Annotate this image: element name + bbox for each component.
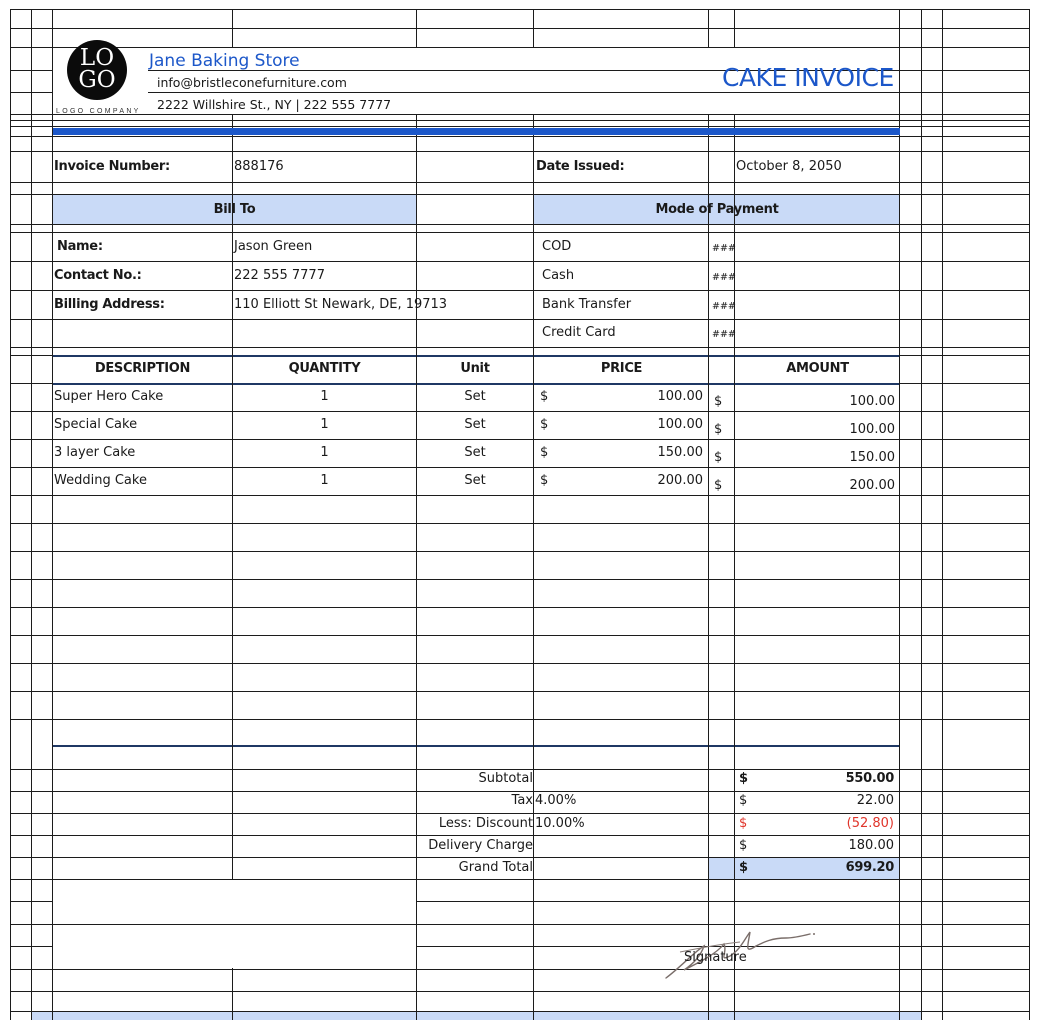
table-rule: [53, 745, 900, 747]
grid-column-line: [1029, 9, 1030, 1020]
discount-label: Less: Discount: [438, 816, 533, 831]
name-label: Name:: [57, 239, 103, 254]
grid-row-line: [10, 9, 1030, 10]
item-price-currency: $: [540, 417, 549, 432]
footer-fill: [32, 1012, 922, 1020]
grid-row-line: [10, 411, 1030, 412]
grand-total-value[interactable]: 699.20: [845, 860, 894, 875]
item-unit[interactable]: Set: [464, 417, 486, 432]
notes-line: [53, 924, 416, 925]
grid-row-line: [10, 813, 1030, 814]
logo-caption: LOGO COMPANY: [56, 108, 141, 115]
grid-row-line: [10, 579, 1030, 580]
grid-row-line: [10, 467, 1030, 468]
payment-heading: Mode of Payment: [655, 202, 779, 217]
grid-row-line: [10, 523, 1030, 524]
payment-method-label: Bank Transfer: [542, 297, 632, 312]
grid-column-line: [899, 9, 900, 1020]
grid-row-line: [10, 691, 1030, 692]
invoice-number-value[interactable]: 888176: [234, 159, 284, 174]
grid-row-line: [10, 290, 1030, 291]
billing-address-label: Billing Address:: [54, 297, 165, 312]
grand-total-currency: $: [739, 860, 748, 875]
item-amount[interactable]: 200.00: [849, 478, 895, 493]
payment-method-label: COD: [542, 239, 572, 254]
grid-row-line: [10, 261, 1030, 262]
grid-column-line: [533, 9, 534, 1020]
item-price[interactable]: 200.00: [657, 473, 703, 488]
item-unit[interactable]: Set: [464, 473, 486, 488]
logo-icon: [67, 40, 127, 100]
payment-method-mark[interactable]: ###: [712, 243, 736, 254]
store-name: Jane Baking Store: [149, 51, 300, 71]
grid-column-line: [921, 9, 922, 1020]
grid-row-line: [10, 151, 1030, 152]
item-price-currency: $: [540, 473, 549, 488]
item-description[interactable]: Super Hero Cake: [54, 389, 164, 404]
item-amount[interactable]: 100.00: [849, 422, 895, 437]
item-description[interactable]: 3 layer Cake: [54, 445, 136, 460]
tax-currency: $: [739, 793, 748, 808]
signature-label: Signature: [684, 950, 747, 965]
column-header-price: PRICE: [600, 361, 643, 376]
grid-row-line: [10, 232, 1030, 233]
item-unit[interactable]: Set: [464, 389, 486, 404]
date-issued-value[interactable]: October 8, 2050: [736, 159, 842, 174]
item-price[interactable]: 100.00: [657, 417, 703, 432]
payment-method-mark[interactable]: ###: [712, 301, 736, 312]
item-amount[interactable]: 100.00: [849, 394, 895, 409]
grid-column-line: [232, 9, 233, 1020]
date-issued-label: Date Issued:: [536, 159, 625, 174]
grid-row-line: [10, 607, 1030, 608]
delivery-label: Delivery Charge: [428, 838, 533, 853]
grid-row-line: [10, 663, 1030, 664]
item-amount-currency: $: [714, 478, 723, 493]
discount-rate[interactable]: 10.00%: [535, 816, 585, 831]
delivery-currency: $: [739, 838, 748, 853]
grid-column-line: [942, 9, 943, 1020]
store-email[interactable]: info@bristleconefurniture.com: [157, 75, 347, 90]
grid-row-line: [10, 1011, 1030, 1012]
grid-column-line: [708, 9, 709, 1020]
grid-row-line: [10, 224, 1030, 225]
grid-row-line: [10, 969, 1030, 970]
grid-row-line: [10, 182, 1030, 183]
item-price[interactable]: 150.00: [657, 445, 703, 460]
billing-address-value[interactable]: 110 Elliott St Newark, DE, 19713: [234, 297, 448, 312]
delivery-value[interactable]: 180.00: [848, 838, 894, 853]
item-quantity[interactable]: 1: [320, 389, 329, 404]
logo-line-1: LO: [79, 45, 115, 71]
column-header-unit: Unit: [460, 361, 490, 376]
item-price-currency: $: [540, 389, 549, 404]
bill-to-heading: Bill To: [213, 202, 256, 217]
contact-value[interactable]: 222 555 7777: [234, 268, 325, 283]
logo-line-2: GO: [78, 67, 116, 93]
column-header-quantity: QUANTITY: [288, 361, 361, 376]
payment-method-label: Credit Card: [542, 325, 616, 340]
grid-row-line: [10, 120, 1030, 121]
tax-rate[interactable]: 4.00%: [535, 793, 577, 808]
subtotal-label: Subtotal: [478, 771, 533, 786]
grid-column-line: [734, 9, 735, 1020]
item-amount-currency: $: [714, 422, 723, 437]
contact-label: Contact No.:: [54, 268, 142, 283]
table-rule: [53, 383, 900, 385]
item-quantity[interactable]: 1: [320, 445, 329, 460]
grid-row-line: [10, 551, 1030, 552]
grid-row-line: [10, 347, 1030, 348]
item-quantity[interactable]: 1: [320, 473, 329, 488]
tax-value[interactable]: 22.00: [856, 793, 894, 808]
grid-row-line: [10, 857, 1030, 858]
item-price[interactable]: 100.00: [657, 389, 703, 404]
grid-row-line: [10, 635, 1030, 636]
grid-row-line: [10, 991, 1030, 992]
grid-column-line: [10, 9, 11, 1020]
column-header-description: DESCRIPTION: [94, 361, 191, 376]
grid-row-line: [10, 719, 1030, 720]
payment-method-mark[interactable]: ###: [712, 329, 736, 340]
grid-row-line: [10, 126, 1030, 127]
grid-row-line: [10, 835, 1030, 836]
item-amount[interactable]: 150.00: [849, 450, 895, 465]
subtotal-currency: $: [739, 771, 748, 786]
grid-row-line: [10, 28, 1030, 29]
item-description[interactable]: Wedding Cake: [54, 473, 147, 488]
payment-method-mark[interactable]: ###: [712, 272, 736, 283]
grand-total-label: Grand Total: [458, 860, 533, 875]
item-description[interactable]: Special Cake: [54, 417, 138, 432]
tax-label: Tax: [511, 793, 533, 808]
invoice-number-label: Invoice Number:: [54, 159, 170, 174]
grid-column-line: [52, 9, 53, 1020]
grid-row-line: [10, 791, 1030, 792]
header-accent-bar: [53, 128, 900, 135]
grid-column-line: [31, 9, 32, 1020]
grid-row-line: [10, 114, 1030, 115]
invoice-title: CAKE INVOICE: [722, 63, 894, 92]
payment-method-label: Cash: [542, 268, 575, 283]
grid-row-line: [10, 136, 1030, 137]
name-value[interactable]: Jason Green: [234, 239, 313, 254]
grid-row-line: [10, 319, 1030, 320]
grid-row-line: [10, 495, 1030, 496]
grid-row-line: [10, 194, 1030, 195]
item-unit[interactable]: Set: [464, 445, 486, 460]
discount-value[interactable]: (52.80): [846, 816, 894, 831]
item-price-currency: $: [540, 445, 549, 460]
column-header-amount: AMOUNT: [786, 361, 849, 376]
grid-row-line: [10, 769, 1030, 770]
discount-currency: $: [739, 816, 748, 831]
item-quantity[interactable]: 1: [320, 417, 329, 432]
grid-row-line: [10, 439, 1030, 440]
item-amount-currency: $: [714, 450, 723, 465]
subtotal-value[interactable]: 550.00: [845, 771, 894, 786]
table-rule: [53, 355, 900, 357]
item-amount-currency: $: [714, 394, 723, 409]
store-address: 2222 Willshire St., NY | 222 555 7777: [157, 97, 392, 112]
